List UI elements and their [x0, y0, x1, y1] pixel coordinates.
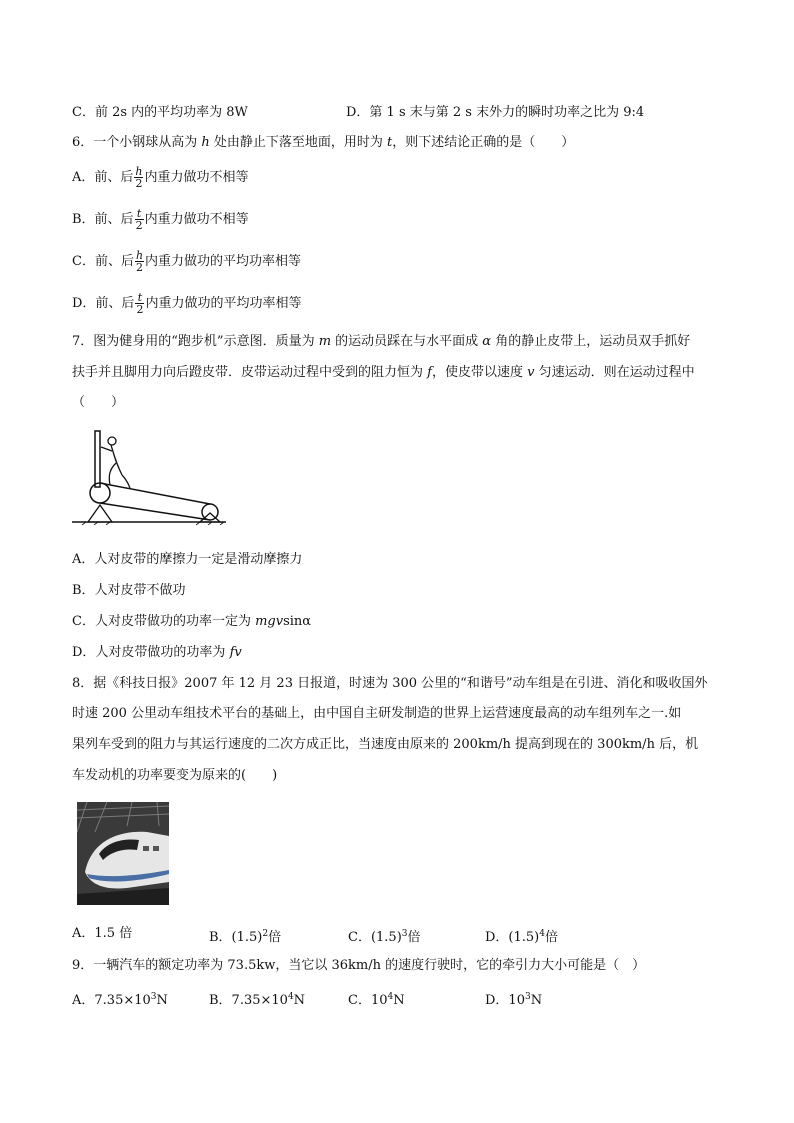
q8-option-c: C．$(1.5)^3$倍	[348, 929, 421, 945]
q7-stem-line3: （ ）	[72, 395, 125, 410]
q6-option-d: D．前、后 $\frac{t}{2}$ 内重力做功的平均功率相等	[72, 291, 302, 316]
treadmill-diagram	[70, 425, 230, 525]
q7-option-a: A．人对皮带的摩擦力一定是滑动摩擦力	[72, 552, 303, 567]
q8-stem-line2: 时速 200 公里动车组技术平台的基础上，由中国自主研发制造的世界上运营速度最高的动车组列车之一.如	[72, 706, 682, 721]
q6-option-a: A．前、后 $\frac{h}{2}$ 内重力做功不相等	[72, 165, 249, 190]
q9-option-b: B．$7.35\times 10^4N$	[209, 992, 306, 1008]
q9-option-d: D．$10^3N$	[485, 992, 543, 1008]
q7-option-b: B．人对皮带不做功	[72, 583, 186, 598]
q7-option-c: C．人对皮带做功的功率一定为 mgvsinα	[72, 614, 312, 629]
q5-option-d: D．第 1 s 末与第 2 s 末外力的瞬时功率之比为 9:4	[346, 105, 645, 120]
q6-option-c: C．前、后 $\frac{h}{2}$ 内重力做功的平均功率相等	[72, 249, 302, 274]
q9-option-c: C．$10^4N$	[348, 992, 405, 1008]
q8-stem-line3: 果列车受到的阻力与其运行速度的二次方成正比，当速度由原来的 200km/h 提高到现在的 300km/h 后，机	[72, 737, 699, 752]
fraction-h-over-2: $\frac{h}{2}$	[135, 165, 143, 190]
q8-option-b: B．$(1.5)^2$倍	[209, 929, 282, 945]
q5-option-c: C．前 2s 内的平均功率为 8W	[72, 105, 248, 120]
fraction-h-over-2: $\frac{h}{2}$	[135, 249, 144, 274]
q7-option-d: D．人对皮带做功的功率为 fv	[72, 645, 242, 660]
q7-stem-line1: 7．图为健身用的“跑步机”示意图．质量为 m 的运动员踩在与水平面成 α 角的静止皮带上，运动员双手抓好	[72, 334, 691, 349]
train-photo	[77, 802, 169, 905]
q8-stem-line1: 8．据《科技日报》2007 年 12 月 23 日报道，时速为 300 公里的“和谐号”动车组是在引进、消化和吸收国外	[72, 676, 708, 691]
q8-option-d: D．$(1.5)^4$倍	[485, 929, 558, 945]
fraction-t-over-2: $\frac{t}{2}$	[136, 291, 144, 316]
q6-option-b: B．前、后 $\frac{t}{2}$ 内重力做功不相等	[72, 207, 249, 232]
q8-stem-line4: 车发动机的功率要变为原来的( )	[72, 768, 278, 783]
q8-option-a: A．1.5 倍	[72, 926, 133, 941]
q7-stem-line2: 扶手并且脚用力向后蹬皮带．皮带运动过程中受到的阻力恒为 f，使皮带以速度 v 匀速运动．则在运动过程中	[72, 365, 695, 380]
q6-stem: 6．一个小钢球从高为 h 处由静止下落至地面，用时为 t，则下述结论正确的是（ ）	[72, 135, 575, 150]
q9-stem: 9．一辆汽车的额定功率为 73.5kw，当它以 36km/h 的速度行驶时，它的牵引力大小可能是（ ）	[72, 958, 646, 973]
q9-option-a: A．$7.35\times 10^3N$	[72, 992, 168, 1008]
fraction-t-over-2: $\frac{t}{2}$	[135, 207, 143, 232]
